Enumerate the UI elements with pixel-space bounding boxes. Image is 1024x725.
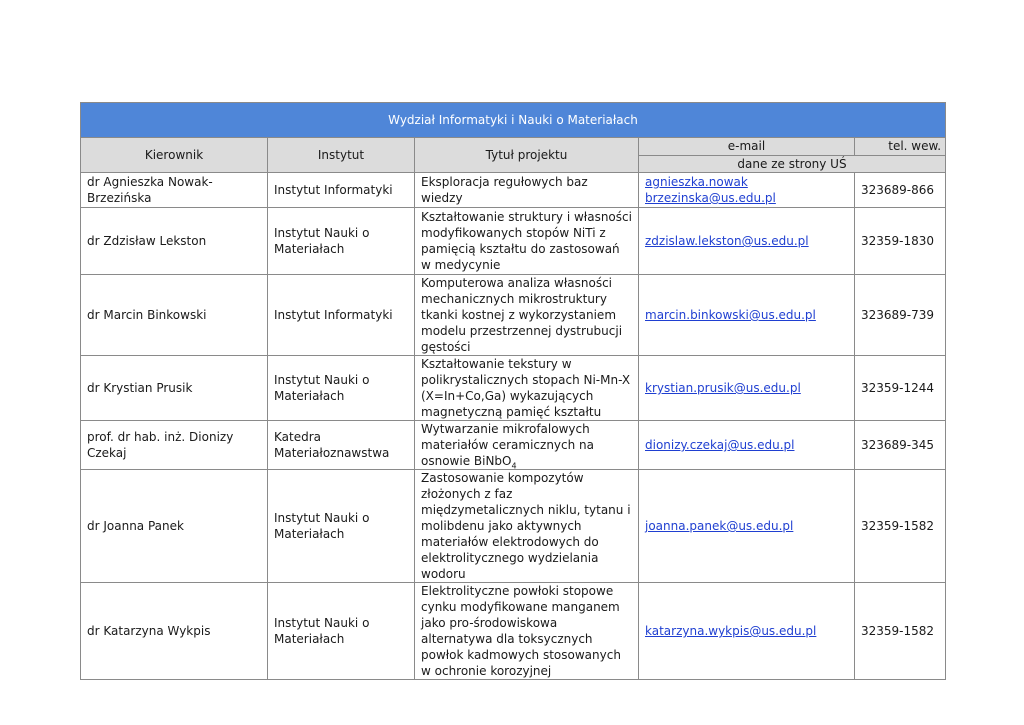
header-email: e-mail: [639, 138, 855, 156]
cell-kierownik: dr Katarzyna Wykpis: [81, 583, 268, 680]
table-row: [81, 275, 946, 356]
header-tel: tel. wew.: [855, 138, 946, 156]
table-row: [81, 208, 946, 275]
table-row: [81, 583, 946, 680]
cell-tel: 323689-345: [855, 421, 946, 470]
projects-table: [80, 102, 946, 680]
table-title: Wydział Informatyki i Nauki o Materiałach: [81, 103, 946, 138]
cell-tel: 323689-866: [855, 173, 946, 208]
cell-tytul: Eksploracja regułowych baz wiedzy: [415, 173, 639, 208]
cell-email: [639, 470, 855, 583]
cell-instytut: Instytut Nauki o Materiałach: [268, 470, 415, 583]
cell-tel: 32359-1582: [855, 470, 946, 583]
cell-tytul: Elektrolityczne powłoki stopowe cynku modyfikowane manganem jako pro-środowiskowa alternatywa dla toksycznych powłok kadmowych stosowanych w ochronie korozyjnej: [415, 583, 639, 680]
cell-tytul: Zastosowanie kompozytów złożonych z faz międzymetalicznych niklu, tytanu i molibdenu jako aktywnych materiałów elektrodowych do elektrolitycznego wydzielania wodoru: [415, 470, 639, 583]
table-row: [81, 470, 946, 583]
cell-tytul: Kształtowanie struktury i własności modyfikowanych stopów NiTi z pamięcią kształtu do zastosowań w medycynie: [415, 208, 639, 275]
cell-instytut: Katedra Materiałoznawstwa: [268, 421, 415, 470]
email-link[interactable]: krystian.prusik@us.edu.pl: [645, 381, 801, 395]
email-link[interactable]: joanna.panek@us.edu.pl: [645, 519, 794, 533]
tytul-text: Wytwarzanie mikrofalowych materiałów ceramicznych na osnowie BiNbO: [421, 422, 595, 468]
header-instytut: Instytut: [268, 138, 415, 173]
cell-instytut: Instytut Nauki o Materiałach: [268, 356, 415, 421]
cell-kierownik: prof. dr hab. inż. Dionizy Czekaj: [81, 421, 268, 470]
cell-kierownik: dr Marcin Binkowski: [81, 275, 268, 356]
cell-email: [639, 275, 855, 356]
cell-email: [639, 356, 855, 421]
table-row: [81, 173, 946, 208]
tytul-subscript: 4: [511, 461, 517, 470]
cell-email: [639, 173, 855, 208]
email-link[interactable]: katarzyna.wykpis@us.edu.pl: [645, 624, 817, 638]
cell-email: [639, 421, 855, 470]
cell-kierownik: dr Agnieszka Nowak-Brzezińska: [81, 173, 268, 208]
table-row: [81, 421, 946, 470]
cell-tytul: [415, 421, 639, 470]
cell-kierownik: dr Krystian Prusik: [81, 356, 268, 421]
header-source: dane ze strony UŚ: [639, 155, 946, 173]
cell-tytul: Komputerowa analiza własności mechanicznych mikrostruktury tkanki kostnej z wykorzystaniem modelu przestrzennej dystrubucji gęstości: [415, 275, 639, 356]
cell-tel: 32359-1582: [855, 583, 946, 680]
header-tytul: Tytuł projektu: [415, 138, 639, 173]
email-link[interactable]: zdzislaw.lekston@us.edu.pl: [645, 234, 809, 248]
email-link[interactable]: agnieszka.nowak brzezinska@us.edu.pl: [645, 175, 776, 205]
cell-instytut: Instytut Informatyki: [268, 173, 415, 208]
cell-tel: 32359-1244: [855, 356, 946, 421]
cell-instytut: Instytut Nauki o Materiałach: [268, 583, 415, 680]
table-row: [81, 356, 946, 421]
cell-kierownik: dr Zdzisław Lekston: [81, 208, 268, 275]
cell-email: [639, 583, 855, 680]
cell-email: [639, 208, 855, 275]
header-kierownik: Kierownik: [81, 138, 268, 173]
cell-kierownik: dr Joanna Panek: [81, 470, 268, 583]
cell-instytut: Instytut Nauki o Materiałach: [268, 208, 415, 275]
cell-tel: 32359-1830: [855, 208, 946, 275]
email-link[interactable]: marcin.binkowski@us.edu.pl: [645, 308, 816, 322]
cell-tel: 323689-739: [855, 275, 946, 356]
email-link[interactable]: dionizy.czekaj@us.edu.pl: [645, 438, 795, 452]
cell-instytut: Instytut Informatyki: [268, 275, 415, 356]
cell-tytul: Kształtowanie tekstury w polikrystalicznych stopach Ni-Mn-X (X=In+Co,Ga) wykazujących magnetyczną pamięć kształtu: [415, 356, 639, 421]
